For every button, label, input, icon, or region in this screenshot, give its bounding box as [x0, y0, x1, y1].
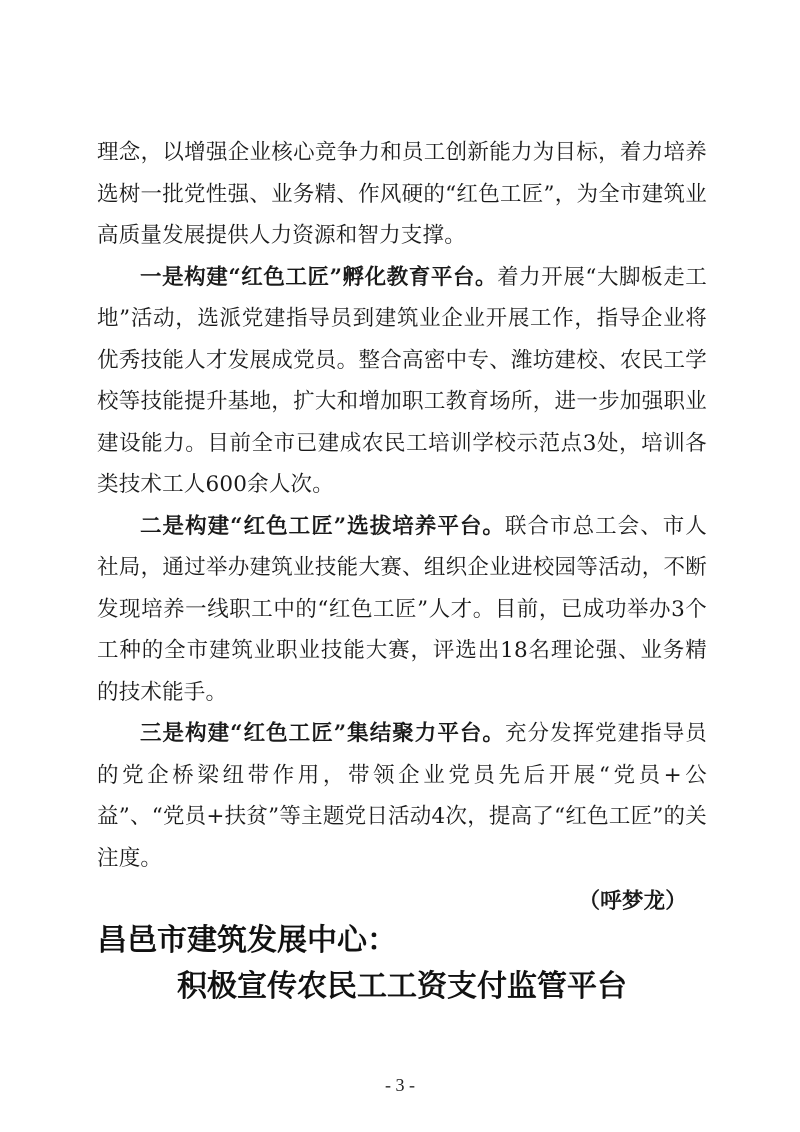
paragraph-incubation-platform	[97, 257, 707, 506]
author-signature: （呼梦龙）	[578, 889, 687, 914]
paragraph-text: 着力开展“大脚板走工地”活动，选派党建指导员到建筑业企业开展工作，指导企业将优秀技能人才发展成党员。整合高密中专、潍坊建校、农民工学校等技能提升基地，扩大和增加职工教育场所，进一步加强职业建设能力。目前全市已建成农民工培训学校示范点3处，培训各类技术工人600余人次。	[97, 264, 707, 497]
section-heading-line2: 积极宣传农民工工资支付监管平台	[177, 968, 627, 1004]
section-heading	[97, 918, 717, 1010]
paragraph-text: 联合市总工会、市人社局，通过举办建筑业技能大赛、组织企业进校园等活动，不断发现培养一线职工中的“红色工匠”人才。目前，已成功举办3个工种的全市建筑业职业技能大赛，评选出18名理论强、业务精的技术能手。	[97, 513, 707, 705]
paragraph-continuation	[97, 132, 707, 257]
paragraph-lead: 二是构建“红色工匠”选拔培养平台。	[140, 513, 505, 539]
paragraph-gathering-platform	[97, 713, 707, 879]
paragraph-text: 充分发挥党建指导员的党企桥梁纽带作用，带领企业党员先后开展“党员+公益”、“党员+扶贫”等主题党日活动4次，提高了“红色工匠”的关注度。	[97, 721, 707, 871]
paragraph-text: 理念，以增强企业核心竞争力和员工创新能力为目标，着力培养选树一批党性强、业务精、作风硬的“红色工匠”，为全市建筑业高质量发展提供人力资源和智力支撑。	[97, 140, 707, 248]
paragraph-lead: 一是构建“红色工匠”孵化教育平台。	[140, 264, 498, 290]
paragraph-lead: 三是构建“红色工匠”集结聚力平台。	[140, 721, 505, 746]
article-body	[97, 132, 707, 923]
paragraph-selection-platform	[97, 506, 707, 714]
page-number: - 3 -	[385, 1075, 415, 1095]
section-heading-line1: 昌邑市建筑发展中心：	[97, 922, 397, 958]
